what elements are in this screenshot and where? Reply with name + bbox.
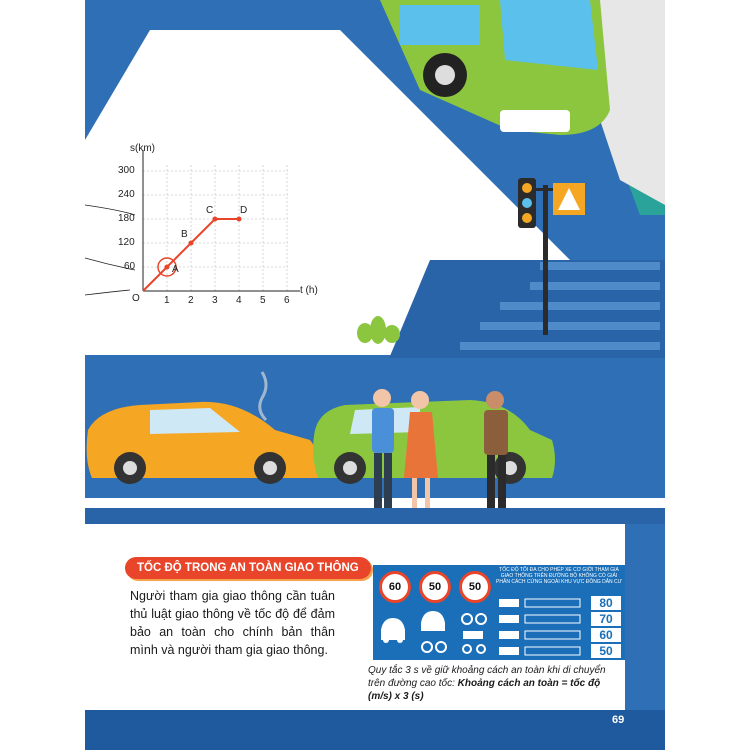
speed-sign-panel-3 [453,565,493,660]
y-tick-120: 120 [118,237,135,248]
point-label-c: C [206,205,214,216]
point-label-a: A [172,264,179,275]
right-margin [625,524,665,710]
speed-limit-sign: 50 [419,571,451,603]
section-paragraph: Người tham gia giao thông cần tuân thủ luật giao thông về tốc độ để đảm bảo an toàn cho chính bản thân mình và người tham gia giao thông. [130,589,335,657]
x-axis-label: t (h) [300,285,318,296]
speed-limit-sign: 60 [379,571,411,603]
speed-limit-sign: 50 [459,571,491,603]
x-tick-4: 4 [236,295,242,306]
caption-text: Quy tắc 3 s về giữ khoảng cách an toàn khi di chuyển trên đường cao tốc: [368,665,606,689]
x-tick-5: 5 [260,295,266,306]
section-badge: TỐC ĐỘ TRONG AN TOÀN GIAO THÔNG [125,557,371,579]
speed-value-80: 80 [591,596,621,610]
y-tick-300: 300 [118,165,135,176]
speed-table-header: TỐC ĐỘ TỐI ĐA CHO PHÉP XE CƠ GIỚI THAM GIA GIAO THÔNG TRÊN ĐƯỜNG BỘ KHÔNG CÓ GIẢI PHÂN CÁCH CỨNG NGOÀI KHU VỰC ĐÔNG DÂN CƯ [496,567,622,585]
origin-label: O [132,293,140,304]
road-bottom [85,710,665,750]
car-motorbike-icon [419,605,447,655]
speed-sign-panel-2 [413,565,453,660]
speed-table [493,565,625,660]
page-number: 69 [612,714,625,726]
car-icon [379,610,407,650]
caption-formula: Khoảng cách an toàn = tốc độ (m/s) x 3 (s) [368,678,601,702]
y-tick-240: 240 [118,189,135,200]
vehicles-icon [459,605,487,655]
y-tick-180: 180 [118,213,135,224]
x-tick-1: 1 [164,295,170,306]
speed-sign-panel-1 [373,565,413,660]
x-tick-2: 2 [188,295,194,306]
rule-caption [368,664,623,703]
vehicle-type-icons [497,595,587,659]
y-axis-label: s(km) [130,143,155,154]
x-tick-3: 3 [212,295,218,306]
point-label-b: B [181,229,188,240]
speed-value-60: 60 [591,628,621,642]
speed-value-50: 50 [591,644,621,658]
road-lower-band [85,508,665,524]
y-tick-60: 60 [124,261,136,272]
point-label-d: D [240,205,248,216]
x-tick-6: 6 [284,295,290,306]
speed-value-70: 70 [591,612,621,626]
